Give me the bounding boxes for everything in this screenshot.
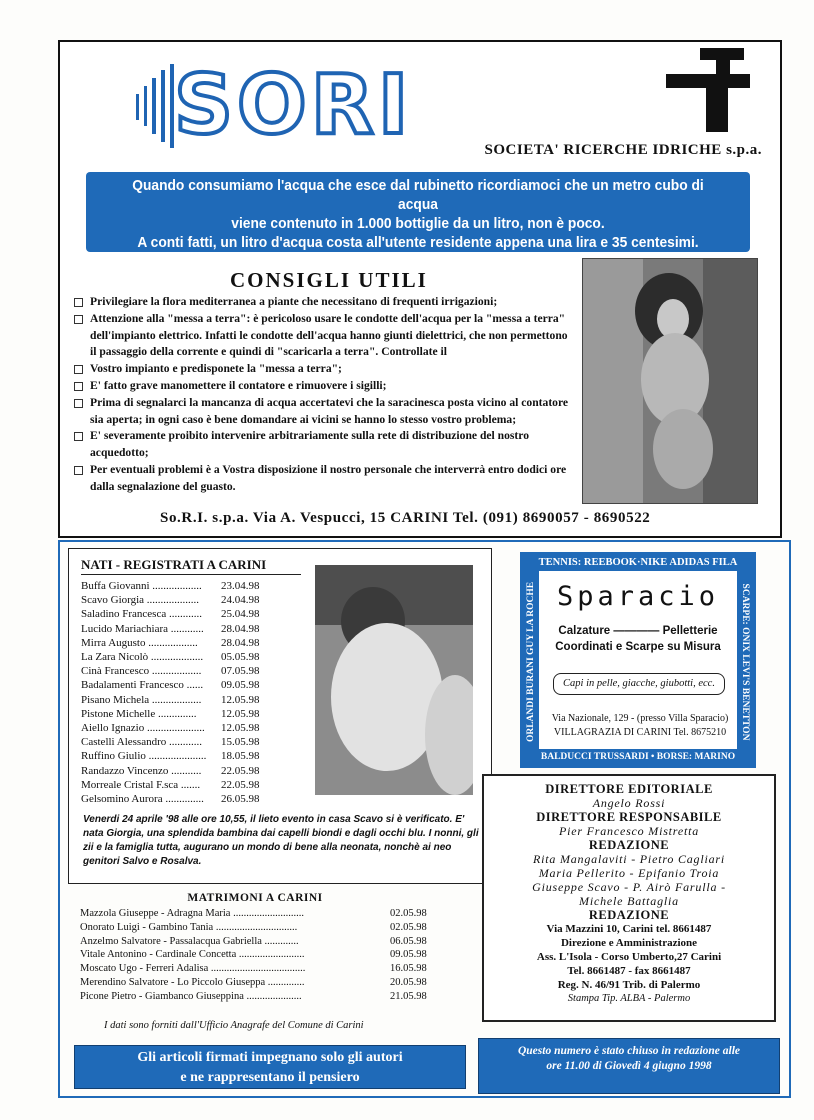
masthead-info: Direzione e Amministrazione [560, 937, 698, 949]
consigli-item [74, 378, 570, 395]
birth-name: Morreale Cristal F.sca ....... [81, 778, 201, 791]
birth-date: 28.04.98 [221, 636, 260, 649]
masthead-name: Michele Battaglia [579, 894, 679, 908]
consigli-text: E' severamente proibito intervenire arbitrariamente sulla rete di distribuzione del nostro acquedotto; [90, 429, 530, 460]
birth-date: 12.05.98 [221, 722, 260, 735]
birth-date: 09.05.98 [221, 679, 260, 692]
birth-date: 24.04.98 [221, 594, 260, 607]
checkbox-icon [74, 432, 83, 441]
birth-name: Gelsomino Aurora .............. [81, 793, 204, 806]
list-item [81, 593, 281, 607]
list-item [81, 664, 281, 678]
consigli-text: Attenzione alla "messa a terra": è pericoloso usare le condotte dell'acqua per la "messa a terra" dell'impianto elettrico. Infatti le condotte dell'acqua hanno giunti dielettrici, che non permettono il passaggio della corrente e quindi di "scaricarla a terra". Controllate il [90, 311, 568, 359]
birth-name: Aiello Ignazio ..................... [81, 722, 205, 735]
marriage-couple: Anzelmo Salvatore - Passalacqua Gabriella ............. [80, 935, 299, 947]
list-item [81, 607, 281, 621]
birth-name: Scavo Giorgia ................... [81, 594, 200, 607]
marriage-date: 16.05.98 [390, 963, 427, 975]
spar-line: Calzature ———— Pelletterie [558, 625, 718, 637]
company-address: So.R.I. s.p.a. Via A. Vespucci, 15 CARINI Tel. (091) 8690057 - 8690522 [160, 510, 651, 526]
checkbox-icon [74, 382, 83, 391]
marriage-date: 20.05.98 [390, 976, 427, 988]
company-name: SOCIETA' RICERCHE IDRICHE s.p.a. [484, 142, 762, 158]
consigli-text: Prima di segnalarci la mancanza di acqua accertatevi che la saracinesca posta vicino al contatore sia aperta; in ogni caso è bene domandare ai vicini se hanno lo stesso vostro problema; [90, 395, 569, 426]
birth-name: Pisano Michela .................. [81, 693, 202, 706]
consigli-text: E' fatto grave manomettere il contatore e rimuovere i sigilli; [90, 378, 387, 392]
masthead-info: Tel. 8661487 - fax 8661487 [567, 965, 691, 977]
checkbox-icon [74, 298, 83, 307]
birth-date: 15.05.98 [221, 736, 260, 749]
list-item [81, 735, 281, 749]
consigli-text: Vostro impianto e predisponete la "messa a terra"; [90, 362, 342, 376]
data-source-note: I dati sono forniti dall'Ufficio Anagrafe del Comune di Carini [104, 1020, 364, 1031]
consigli-item [74, 462, 570, 496]
closing-line: ore 11.00 di Giovedì 4 giugno 1998 [546, 1060, 712, 1072]
banner-line: A conti fatti, un litro d'acqua costa all'utente residente appena una lira e 35 centesimi. [137, 234, 699, 251]
birth-date: 22.05.98 [221, 764, 260, 777]
spar-brands-bottom: BALDUCCI TRUSSARDI • BORSE: MARINO [523, 749, 753, 765]
masthead-heading: REDAZIONE [588, 908, 670, 922]
list-item [80, 907, 450, 921]
birth-date: 25.04.98 [221, 608, 260, 621]
consigli-text: Per eventuali problemi è a Vostra disposizione il nostro personale che interverrà entro dodici ore dalla segnalazione del guasto. [90, 462, 567, 493]
marriage-date: 06.05.98 [390, 935, 427, 947]
sori-logo [136, 58, 413, 154]
list-item [80, 921, 450, 935]
birth-announcement: Venerdi 24 aprile '98 alle ore 10,55, il lieto evento in casa Scavo si è verificato. E' nata Giorgia, una splendida bambina dai capelli biondi e dagli occhi blu. I nonni, gli zii e la famiglia tutta, augurano un mondo di bene alla neonata, nonchè ai neo genitori Salvo e Rosalva. [83, 814, 479, 867]
masthead-name: Pier Francesco Mistretta [558, 824, 700, 838]
baby-photo-placeholder [315, 565, 473, 795]
disclaimer-line: e ne rappresentano il pensiero [180, 1070, 360, 1085]
births-section [68, 548, 492, 884]
birth-date: 26.05.98 [221, 793, 260, 806]
spar-address: Via Nazionale, 129 - (presso Villa Sparacio) [551, 713, 729, 724]
list-item [80, 962, 450, 976]
list-item [81, 764, 281, 778]
banner-line: viene contenuto in 1.000 bottiglie da un litro, non è poco. [231, 215, 605, 232]
birth-name: Buffa Giovanni .................. [81, 580, 202, 592]
list-item [81, 650, 281, 664]
masthead-info: Ass. L'Isola - Corso Umberto,27 Carini [536, 951, 722, 963]
list-item [81, 636, 281, 650]
birth-date: 22.05.98 [221, 778, 260, 791]
birth-name: Lucido Mariachiara ............ [81, 622, 204, 635]
closing-date-banner [478, 1038, 780, 1094]
disclaimer-line: Gli articoli firmati impegnano solo gli autori [137, 1050, 403, 1065]
list-item [81, 721, 281, 735]
masthead-printer: Stampa Tip. ALBA - Palermo [567, 993, 691, 1004]
marriages-title: MATRIMONI A CARINI [187, 892, 323, 904]
consigli-list [74, 294, 570, 496]
masthead-heading: REDAZIONE [588, 838, 670, 852]
logo-text: SORI [174, 58, 413, 153]
list-item [80, 935, 450, 949]
spar-products-pill: Capi in pelle, giacche, giubotti, ecc. [553, 673, 725, 695]
spar-brands-left-bar [523, 571, 539, 753]
checkbox-icon [74, 365, 83, 374]
list-item [80, 990, 450, 1004]
births-list [81, 579, 281, 806]
marriage-date: 02.05.98 [390, 908, 427, 919]
list-item [81, 579, 281, 593]
birth-date: 07.05.98 [221, 665, 260, 678]
spar-brand-name: Sparacio [556, 581, 720, 612]
consigli-title: CONSIGLI UTILI [230, 268, 428, 292]
consigli-item [74, 294, 570, 311]
birth-name: Mirra Augusto .................. [81, 636, 198, 649]
list-item [81, 778, 281, 792]
list-item [81, 678, 281, 692]
consigli-item [74, 361, 570, 378]
spar-brands-right: SCARPE: ONIX LEVI'S BENETTON [740, 583, 750, 741]
list-item [81, 622, 281, 636]
spar-brands-right-bar [737, 571, 753, 753]
masthead-name: Maria Pellerito - Epifanio Troia [538, 866, 720, 880]
marriages-section [80, 892, 450, 1016]
marriage-couple: Moscato Ugo - Ferreri Adalisa .................................... [80, 963, 306, 975]
birth-name: Badalamenti Francesco ...... [81, 679, 204, 692]
banner-line: Quando consumiamo l'acqua che esce dal rubinetto ricordiamoci che un metro cubo di acqua [132, 177, 704, 213]
masthead-info: Via Mazzini 10, Carini tel. 8661487 [546, 923, 712, 935]
consigli-item [74, 395, 570, 429]
birth-name: Pistone Michelle .............. [81, 707, 197, 720]
masthead-heading: DIRETTORE EDITORIALE [545, 782, 713, 796]
birth-name: Saladino Francesca ............ [81, 608, 202, 621]
baby-photo [315, 565, 473, 795]
birth-date: 28.04.98 [221, 622, 260, 635]
logo-stripes [136, 58, 176, 154]
marriage-date: 21.05.98 [390, 990, 427, 1002]
birth-name: Castelli Alessandro ............ [81, 736, 202, 749]
birth-name: Cinà Francesco .................. [81, 665, 202, 678]
consigli-text: Privilegiare la flora mediterranea a piante che necessitano di frequenti irrigazioni; [90, 295, 498, 308]
spar-brands-left: ORLANDI BURANI GUY LA ROCHE [526, 581, 536, 743]
list-item [81, 749, 281, 763]
masthead-heading: DIRETTORE RESPONSABILE [536, 810, 722, 824]
checkbox-icon [74, 315, 83, 324]
list-item [80, 948, 450, 962]
model-photo [582, 258, 758, 504]
consigli-item [74, 428, 570, 462]
masthead-info: Reg. N. 46/91 Trib. di Palermo [557, 979, 701, 991]
disclaimer-banner [74, 1045, 466, 1089]
spar-address: VILLAGRAZIA DI CARINI Tel. 8675210 [553, 727, 727, 738]
masthead-name: Giuseppe Scavo - P. Airò Farulla - [532, 880, 726, 894]
model-photo-placeholder [583, 259, 758, 504]
masthead-name: Angelo Rossi [592, 796, 666, 810]
spar-line: Coordinati e Scarpe su Misura [555, 641, 721, 653]
birth-date: 18.05.98 [221, 750, 260, 763]
marriage-couple: Onorato Luigi - Gambino Tania ............................... [80, 921, 298, 933]
checkbox-icon [74, 399, 83, 408]
spar-brands-top: TENNIS: REEBOOK·NIKE ADIDAS FILA [523, 555, 753, 571]
marriage-couple: Merendino Salvatore - Lo Piccolo Giuseppa .............. [80, 976, 305, 988]
marriage-couple: Picone Pietro - Giambanco Giuseppina ..................... [80, 990, 302, 1002]
birth-date: 05.05.98 [221, 651, 260, 664]
water-tap-icon [666, 48, 750, 132]
births-title: NATI - REGISTRATI A CARINI [81, 557, 267, 572]
consigli-item [74, 311, 570, 361]
masthead-name: Rita Mangalaviti - Pietro Cagliari [532, 852, 726, 866]
birth-name: La Zara Nicolò ................... [81, 651, 204, 664]
birth-date: 23.04.98 [221, 580, 260, 592]
sparacio-advert [520, 552, 756, 768]
list-item [80, 976, 450, 990]
marriage-couple: Vitale Antonino - Cardinale Concetta ......................... [80, 949, 305, 961]
birth-date: 12.05.98 [221, 707, 260, 720]
marriage-date: 09.05.98 [390, 949, 427, 961]
divider [81, 574, 301, 575]
birth-name: Ruffino Giulio ..................... [81, 750, 207, 763]
birth-date: 12.05.98 [221, 693, 260, 706]
list-item [81, 693, 281, 707]
list-item [81, 792, 281, 806]
marriage-couple: Mazzola Giuseppe - Adragna Maria ........................... [80, 908, 304, 919]
marriage-date: 02.05.98 [390, 921, 427, 933]
checkbox-icon [74, 466, 83, 475]
closing-line: Questo numero è stato chiuso in redazione alle [517, 1045, 741, 1057]
water-cost-banner [86, 172, 750, 252]
editorial-masthead [482, 774, 776, 1022]
birth-name: Randazzo Vincenzo ........... [81, 764, 202, 777]
sori-advert [58, 40, 782, 538]
list-item [81, 707, 281, 721]
